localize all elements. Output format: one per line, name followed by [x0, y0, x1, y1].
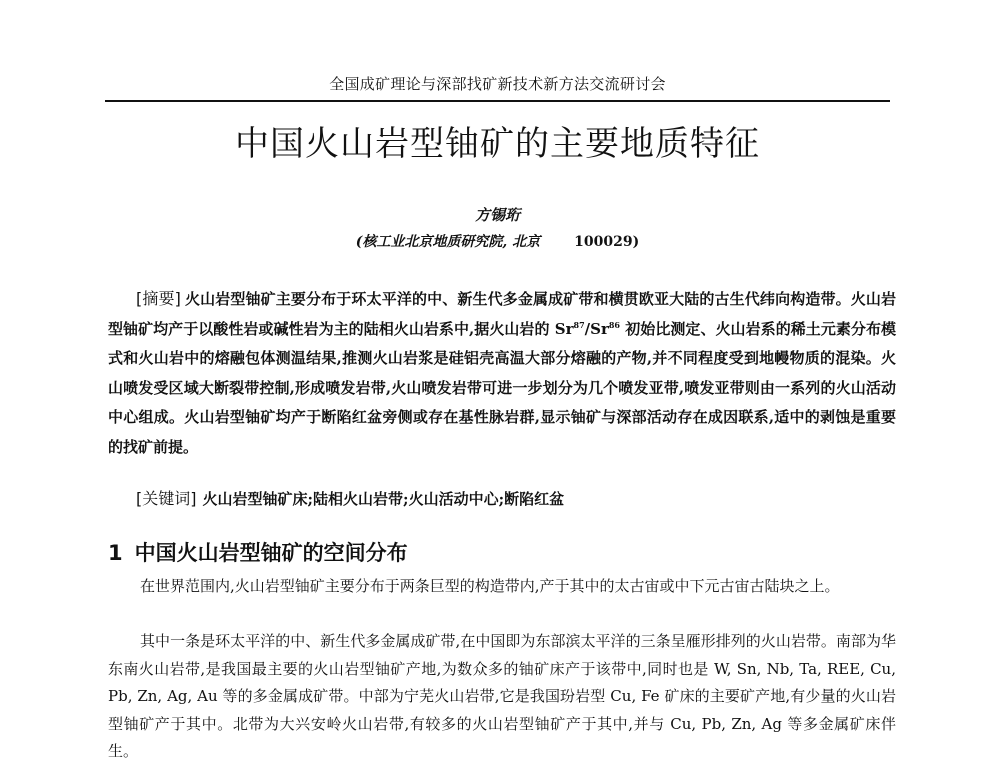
paragraph-2-text: 其中一条是环太平洋的中、新生代多金属成矿带,在中国即为东部滨太平洋的三条呈雁形排列的火山岩带。南部为华东南火山岩带,是我国最主要的火山岩型铀矿产地,为数众多的铀矿床产于该带中,同时也是 W, Sn, Nb, Ta, REE, Cu, Pb, Zn, Ag, Au 等的多金属成矿带。中部为宁芜火山岩带,它是我国玢岩型 Cu, Fe 矿床的主要矿产地,有少量的火山岩型铀矿产于其中。北带为大兴安岭火山岩带,有较多的火山岩型铀矿产于其中,并与 Cu, Pb, Zn, Ag 等多金属矿床伴生。 [108, 632, 896, 760]
keywords-text: 火山岩型铀矿床;陆相火山岩带;火山活动中心;断陷红盆 [202, 490, 565, 508]
author-affiliation [105, 231, 890, 253]
abstract [108, 284, 896, 462]
affiliation-postcode: 100029) [574, 234, 640, 250]
sr87-superscript: 87 [573, 319, 585, 330]
sr86-superscript: 86 [608, 319, 620, 330]
abstract-text-part3: 初始比测定、火山岩系的稀土元素分布模式和火山岩中的熔融包体测温结果,推测火山岩浆是硅铝壳高温大部分熔融的产物,并不同程度受到地幔物质的混染。火山喷发受区域大断裂带控制,形成喷发岩带,火山喷发岩带可进一步划分为几个喷发亚带,喷发亚带则由一系列的火山活动中心组成。火山岩型铀矿均产于断陷红盆旁侧或存在基性脉岩群,显示铀矿与深部活动存在成因联系,适中的剥蚀是重要的找矿前提。 [108, 319, 897, 456]
body-paragraph-2 [108, 628, 896, 760]
section-title: 中国火山岩型铀矿的空间分布 [134, 541, 408, 565]
affiliation-text: (核工业北京地质研究院, 北京 [355, 234, 541, 250]
section-number: 1 [108, 541, 123, 565]
keywords [108, 485, 896, 513]
running-header: 全国成矿理论与深部找矿新技术新方法交流研讨会 [329, 75, 666, 93]
abstract-text-part1: 火山岩型铀矿主要分布于环太平洋的中、新生代多金属成矿带和横贯欧亚大陆的古生代纬向构造带。火山岩型铀矿均产于以酸性岩或碱性岩为主的陆相火山岩系中,据火山岩的 Sr [108, 290, 896, 338]
paper-title: 中国火山岩型铀矿的主要地质特征 [235, 124, 760, 164]
abstract-text-part2: /Sr [584, 319, 609, 338]
section-heading [108, 538, 896, 568]
keywords-label: [关键词] [136, 489, 197, 508]
abstract-label: [摘要] [136, 289, 181, 308]
header-rule [105, 100, 890, 102]
paragraph-1-text: 在世界范围内,火山岩型铀矿主要分布于两条巨型的构造带内,产于其中的太古宙或中下元古宙古陆块之上。 [140, 577, 840, 595]
author-name: 方锡珩 [474, 206, 520, 224]
body-paragraph-1 [108, 573, 896, 601]
